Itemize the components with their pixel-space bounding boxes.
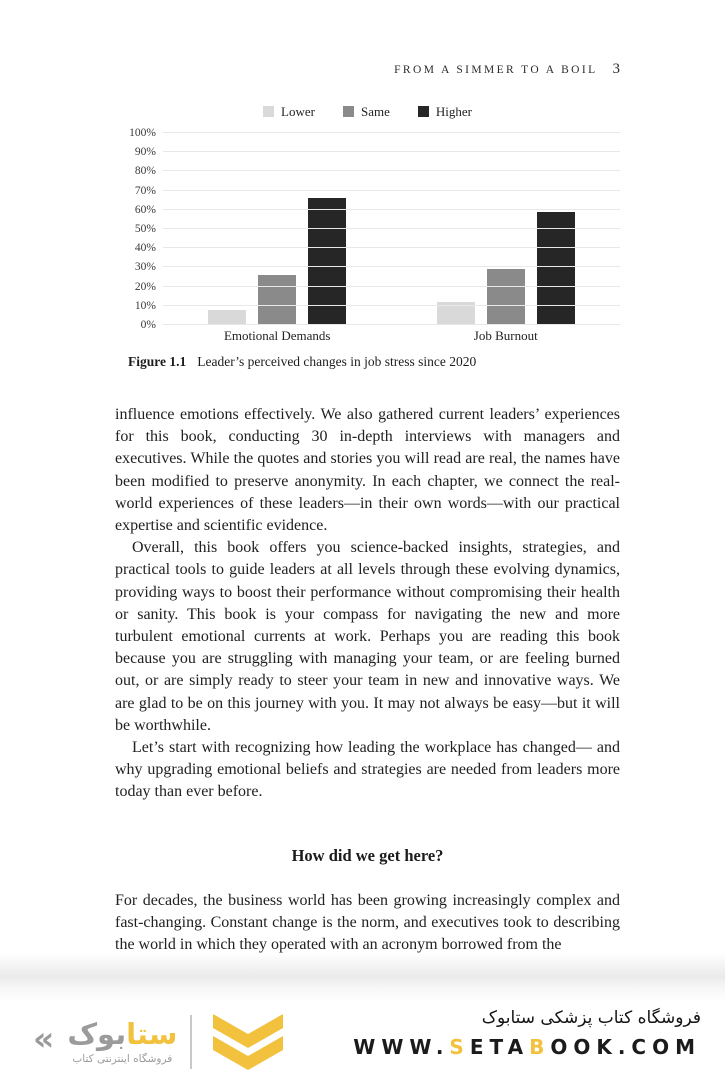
gridline	[163, 209, 620, 210]
bar-group-job-burnout	[392, 133, 621, 325]
paragraph: Overall, this book offers you science-backed insights, strategies, and practical tools to guide leaders at all levels through these evolving dynamics, providing ways to boost their performance without compromising their health or sanity. This book is your compass for navigating the new and more turbulent emotional currents at work. Perhaps you are reading this book because you are struggling with managing your team, or are feeling burned out, or are simply ready to steer your team in new and innovative ways. We are glad to be on this journey with you. It may not always be easy—but it will be worthwhile.	[115, 539, 620, 734]
wordmark-secondary: بوک	[67, 1016, 127, 1051]
figure-caption	[128, 354, 476, 370]
page-edge-shadow	[0, 953, 725, 1002]
legend-item-same	[343, 104, 390, 120]
wordmark-text	[67, 1016, 178, 1051]
y-tick-label: 50%	[134, 223, 156, 235]
body-text	[115, 404, 620, 804]
paragraph: influence emotions effectively. We also gathered current leaders’ experiences for this book, conducting 30 in-depth interviews with managers and executives. While the quotes and stories you will read are real, the names have been modified to preserve anonymity. In each chapter, we connect the real-world experiences of these leaders—in their own words—with our practical expertise and scientific evidence.	[115, 406, 620, 535]
section-heading: How did we get here?	[291, 846, 444, 865]
y-tick-label: 30%	[134, 261, 156, 274]
chart-plot-row	[115, 127, 620, 331]
y-tick-label: 60%	[134, 203, 156, 216]
logo-tagline: فروشگاه اینترنتی کتاب	[72, 1053, 173, 1066]
figure-caption-label: Figure 1.1	[128, 354, 187, 369]
running-title: FROM A SIMMER TO A BOIL	[394, 64, 598, 76]
section-body-text	[115, 890, 620, 957]
chart-plot-area	[163, 133, 620, 325]
gridline	[163, 228, 620, 229]
bar-lower-emotional-demands	[208, 310, 246, 325]
bar-same-job-burnout	[487, 269, 525, 325]
gridline	[163, 151, 620, 152]
url-highlight-letter: S	[449, 1035, 470, 1059]
store-name: فروشگاه کتاب پزشکی ستابوک	[481, 1008, 701, 1028]
gridline	[163, 324, 620, 325]
legend-label: Higher	[435, 103, 472, 119]
chart-y-axis	[115, 127, 163, 331]
setabook-logo[interactable]	[33, 1011, 291, 1073]
logo-divider	[190, 1015, 192, 1069]
y-tick-label: 80%	[134, 165, 156, 178]
gridline	[163, 170, 620, 171]
figure-caption-text: Leader’s perceived changes in job stress since 2020	[197, 354, 477, 369]
url-text: ETA	[469, 1035, 530, 1059]
legend-item-lower	[263, 104, 315, 120]
running-head	[394, 61, 620, 78]
y-tick-label: 10%	[134, 299, 156, 312]
page-number: 3	[612, 61, 620, 77]
legend-item-higher	[418, 104, 472, 120]
paragraph: Let’s start with recognizing how leading the workplace has changed— and why upgrading emotional beliefs and strategies are needed from leaders more today than ever before.	[115, 739, 620, 801]
chart-bar-groups	[163, 133, 620, 325]
figure-1-1-chart	[115, 104, 620, 344]
store-url[interactable]	[353, 1035, 701, 1059]
url-text: WWW.	[353, 1035, 450, 1059]
y-tick-label: 20%	[134, 280, 156, 293]
legend-label: Same	[360, 103, 390, 119]
url-text: OOK.COM	[550, 1035, 701, 1059]
gridline	[163, 132, 620, 133]
legend-swatch-same	[343, 106, 354, 117]
bar-higher-emotional-demands	[308, 198, 346, 325]
y-tick-label: 100%	[129, 127, 156, 139]
gridline	[163, 247, 620, 248]
chart-legend	[115, 104, 620, 119]
legend-swatch-lower	[263, 106, 274, 117]
gridline	[163, 286, 620, 287]
y-tick-label: 0%	[140, 319, 156, 331]
legend-swatch-higher	[418, 106, 429, 117]
gridline	[163, 190, 620, 191]
wordmark-primary: ستا	[126, 1016, 178, 1051]
x-axis-label-job-burnout: Job Burnout	[473, 328, 538, 343]
gridline	[163, 266, 620, 267]
setabook-wordmark	[67, 1016, 178, 1066]
footer-banner	[0, 1002, 725, 1079]
gridline	[163, 305, 620, 306]
bar-same-emotional-demands	[258, 275, 296, 325]
bar-group-emotional-demands	[163, 133, 392, 325]
guillemet-icon: «	[33, 1018, 55, 1058]
y-tick-label: 40%	[134, 242, 156, 255]
setabook-chevron-emblem-icon	[205, 1011, 291, 1073]
legend-label: Lower	[281, 103, 315, 119]
paragraph: For decades, the business world has been growing increasingly complex and fast-changing. Constant change is the norm, and executives took to describing the world in which they operated with an acronym borrowed from the	[115, 892, 620, 954]
footer-store-info	[353, 1008, 701, 1059]
y-tick-label: 90%	[134, 146, 156, 159]
x-axis-label-emotional-demands: Emotional Demands	[223, 328, 331, 343]
chart-x-labels	[163, 328, 620, 344]
y-tick-label: 70%	[134, 184, 156, 197]
url-highlight-letter: B	[529, 1035, 551, 1059]
